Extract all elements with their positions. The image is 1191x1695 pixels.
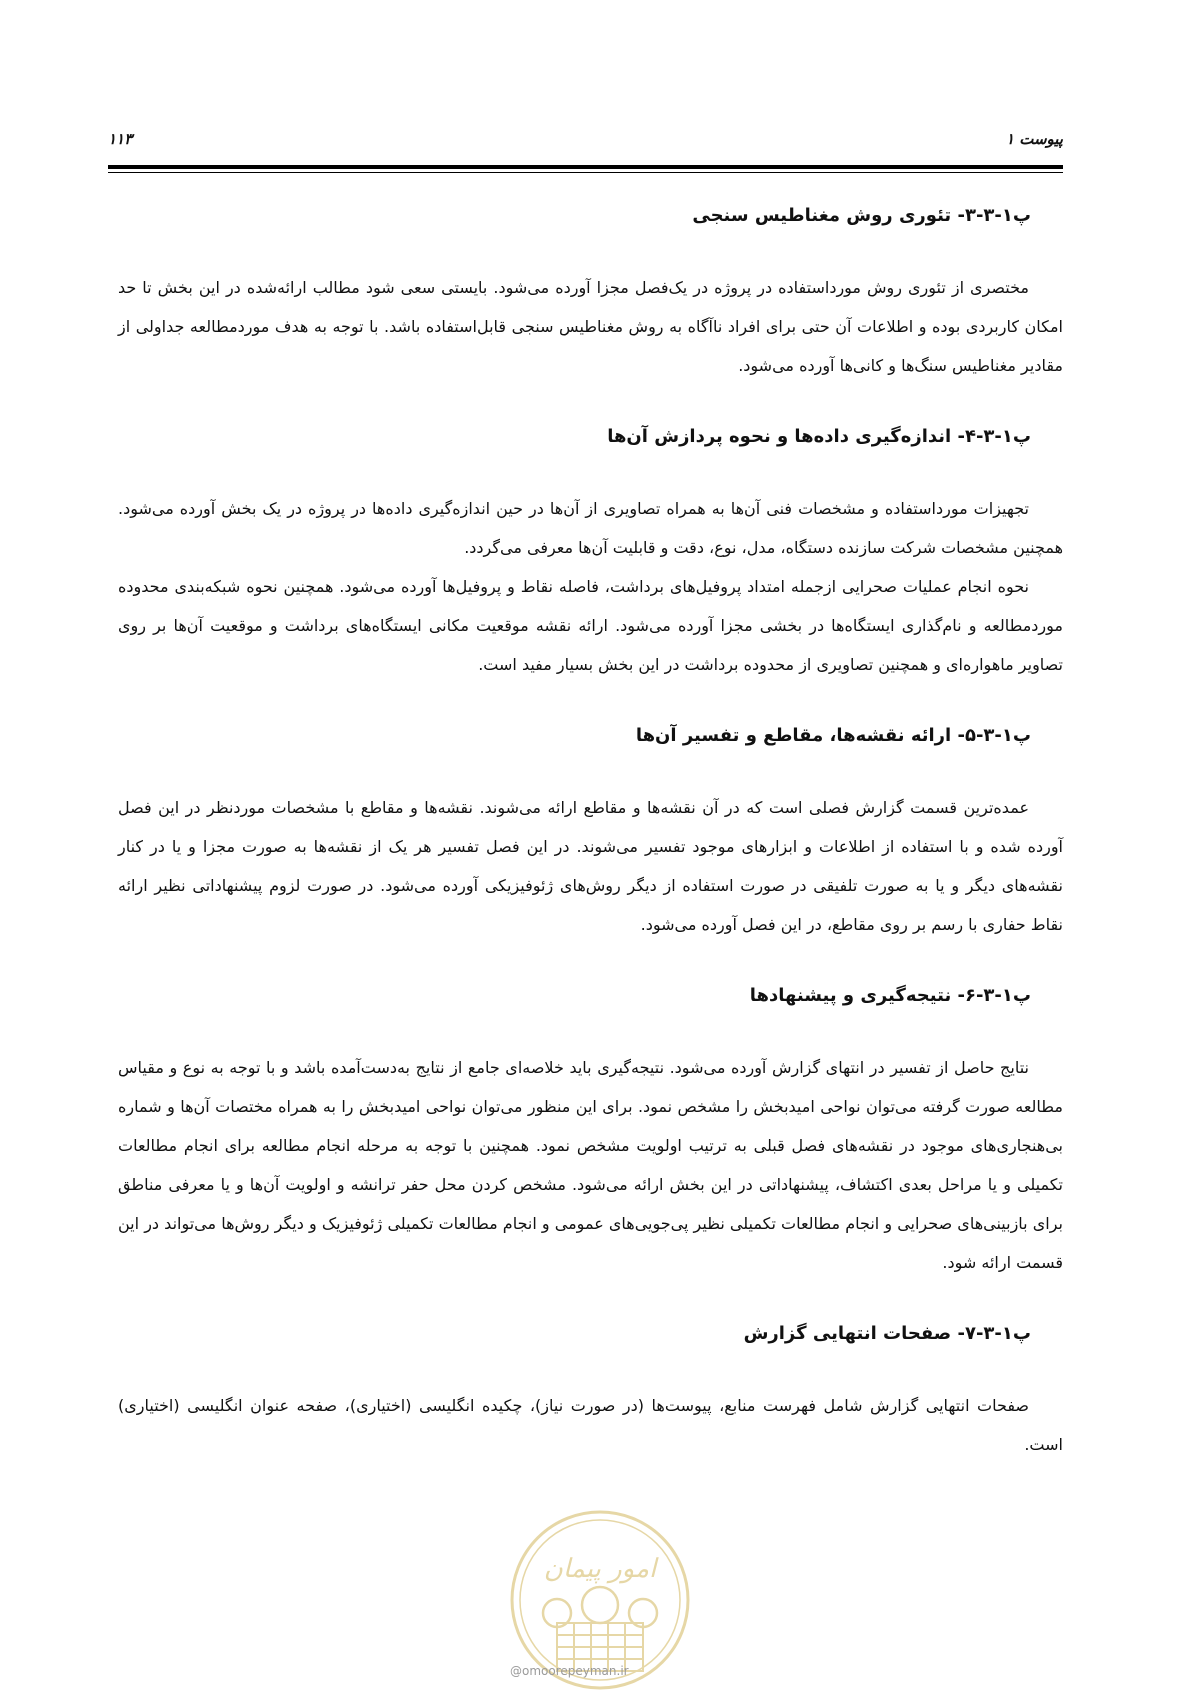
page-header	[108, 130, 1063, 152]
paragraph: نحوه انجام عملیات صحرایی ازجمله امتداد پروفیل‌های برداشت، فاصله نقاط و پروفیل‌ها آورده می‌شود. همچنین نحوه شبکه‌بندی محدوده موردمطالعه و نام‌گذاری ایستگاه‌ها در بخشی مجزا آورده می‌شود. ارائه نقشه موقعیت مکانی ایستگاه‌های برداشت و موقعیت آن‌ها بر روی تصاویر ماهواره‌ای و همچنین تصاویری از محدوده برداشت در این بخش بسیار مفید است.	[118, 577, 1063, 674]
section-heading: پ۱-۳-۷- صفحات انتهایی گزارش	[743, 1323, 1031, 1344]
running-title: پیوست ۱	[1005, 130, 1063, 148]
seal-text: امور پیمان	[543, 1554, 657, 1584]
section-heading: پ۱-۳-۴- اندازه‌گیری داده‌ها و نحوه پردازش آن‌ها	[607, 426, 1031, 447]
paragraph: مختصری از تئوری روش مورداستفاده در پروژه در یک‌فصل مجزا آورده می‌شود. بایستی سعی شود مطالب ارائه‌شده در این بخش تا حد امکان کاربردی بوده و اطلاعات آن حتی برای افراد ناآگاه به روش مغناطیس سنجی قابل‌استفاده باشد. با توجه به هدف موردمطالعه جداولی از مقادیر مغناطیس سنگ‌ها و کانی‌ها آورده می‌شود.	[118, 278, 1063, 375]
header-rule-thick	[108, 165, 1063, 169]
header-rule-thin	[108, 172, 1063, 173]
body-content	[118, 200, 1063, 1464]
watermark-url: @omoorepeyman.ir	[510, 1664, 629, 1678]
paragraph: تجهیزات مورداستفاده و مشخصات فنی آن‌ها به همراه تصاویری از آن‌ها در حین اندازه‌گیری داده‌ها در پروژه در یک بخش آورده می‌شود. همچنین مشخصات شرکت سازنده دستگاه، مدل، نوع، دقت و قابلیت آن‌ها معرفی می‌گردد.	[118, 499, 1063, 557]
paragraph: صفحات انتهایی گزارش شامل فهرست منابع، پیوست‌ها (در صورت نیاز)، چکیده انگلیسی (اختیاری)، صفحه عنوان انگلیسی (اختیاری) است.	[118, 1396, 1063, 1454]
page-number: ۱۱۳	[108, 130, 133, 148]
section-heading: پ۱-۳-۵- ارائه نقشه‌ها، مقاطع و تفسیر آن‌ها	[635, 725, 1031, 746]
section-heading: پ۱-۳-۳- تئوری روش مغناطیس سنجی	[692, 205, 1031, 226]
section-heading: پ۱-۳-۶- نتیجه‌گیری و پیشنهادها	[749, 985, 1031, 1006]
paragraph: نتایج حاصل از تفسیر در انتهای گزارش آورده می‌شود. نتیجه‌گیری باید خلاصه‌ای جامع از نتایج به‌دست‌آمده باشد و با توجه به نوع و مقیاس مطالعه صورت گرفته می‌توان نواحی امیدبخش را مشخص نمود. برای این منظور می‌توان نواحی امیدبخش را به همراه مختصات آن‌ها و شماره بی‌هنجاری‌های موجود در نقشه‌های فصل قبلی به ترتیب اولویت مشخص نمود. همچنین با توجه به مرحله انجام مطالعه برای انجام مطالعات تکمیلی و یا مراحل بعدی اکتشاف، پیشنهاداتی در این بخش ارائه می‌شود. مشخص کردن محل حفر ترانشه و اولویت آن‌ها و یا معرفی مناطق برای بازبینی‌های صحرایی و انجام مطالعات تکمیلی نظیر پی‌جویی‌های عمومی و انجام مطالعات تکمیلی ژئوفیزیک و دیگر روش‌ها می‌تواند در این قسمت ارائه شود.	[118, 1058, 1063, 1272]
paragraph: عمده‌ترین قسمت گزارش فصلی است که در آن نقشه‌ها و مقاطع ارائه می‌شوند. نقشه‌ها و مقاطع با مشخصات موردنظر در این فصل آورده شده و با استفاده از اطلاعات و ابزارهای موجود تفسیر می‌شوند. در این فصل تفسیر هر یک از نقشه‌ها به صورت مجزا و یا در کنار نقشه‌های دیگر و یا به صورت تلفیقی در صورت استفاده از دیگر روش‌های ژئوفیزیکی آورده می‌شود. در صورت لزوم پیشنهاداتی نظیر ارائه نقاط حفاری با رسم بر روی مقاطع، در این فصل آورده می‌شود.	[118, 798, 1063, 934]
